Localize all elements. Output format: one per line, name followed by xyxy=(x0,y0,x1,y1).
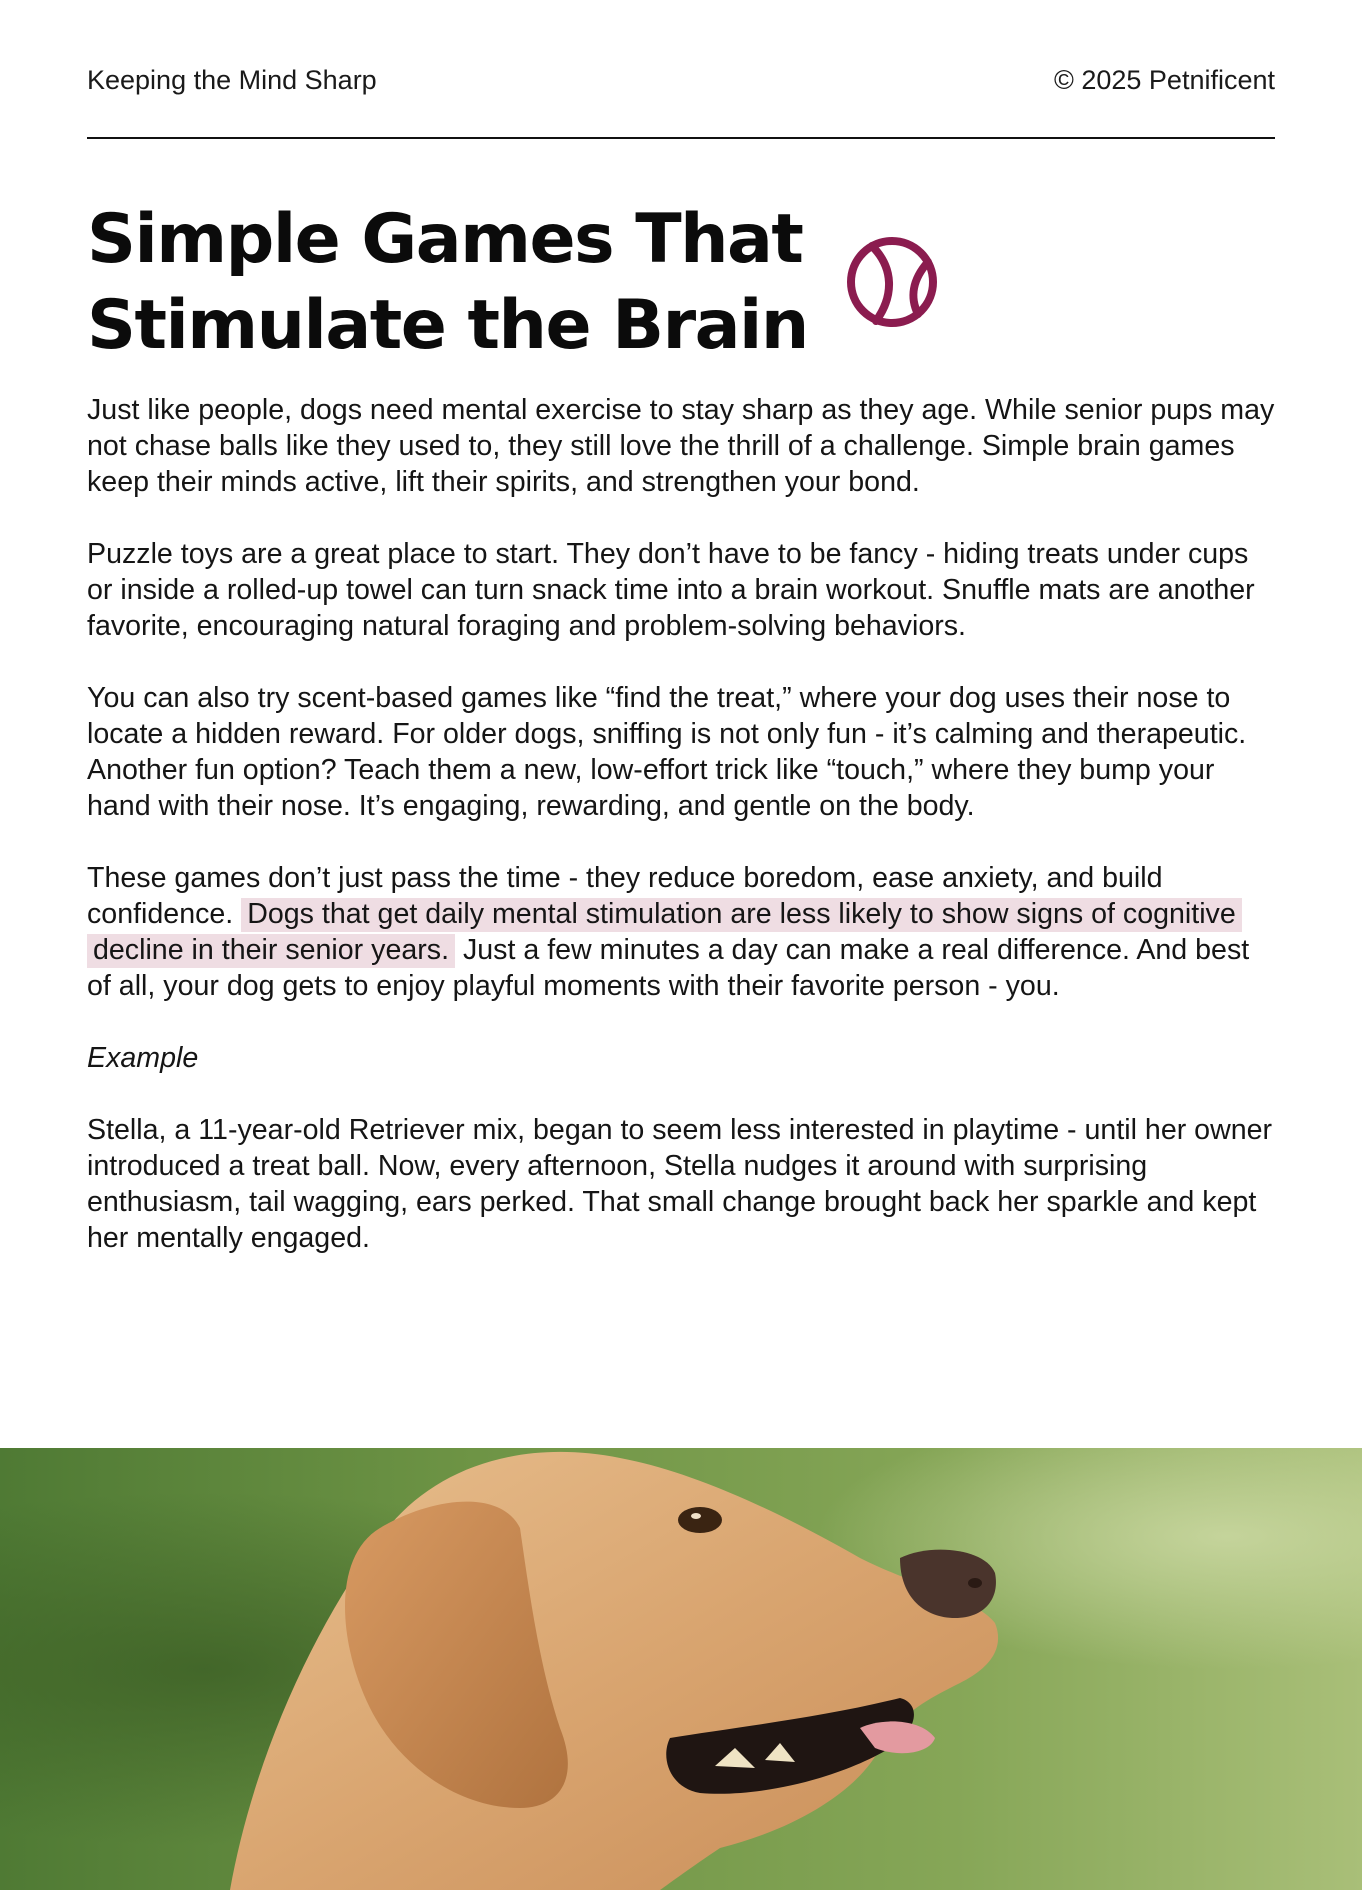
paragraph-intro: Just like people, dogs need mental exercise to stay sharp as they age. While senior pups may not chase balls like they used to, they still love the thrill of a challenge. Simple brain games keep their minds active, lift their spirits, and strengthen your bond. xyxy=(87,394,1275,498)
title-line-2: Stimulate the Brain xyxy=(87,286,808,365)
tennis-ball-icon xyxy=(842,232,942,332)
paragraph-puzzle-toys: Puzzle toys are a great place to start. They don’t have to be fancy - hiding treats under cups or inside a rolled-up towel can turn snack time into a brain workout. Snuffle mats are another favorite, encouraging natural foraging and problem-solving behaviors. xyxy=(87,538,1255,642)
paragraph-benefits xyxy=(87,860,1277,1004)
paragraph-example: Stella, a 11-year-old Retriever mix, began to seem less interested in playtime - until her owner introduced a treat ball. Now, every afternoon, Stella nudges it around with surprising enthusiasm, tail wagging, ears perked. That small change brought back her sparkle and kept her mentally engaged. xyxy=(87,1114,1273,1254)
page-header xyxy=(87,62,1275,98)
highlighted-quote: Dogs that get daily mental stimulation are less likely to show signs of cognitive decline in their senior years. xyxy=(87,898,1242,968)
paragraph-scent-games: You can also try scent-based games like “find the treat,” where your dog uses their nose to locate a hidden reward. For older dogs, sniffing is not only fun - it’s calming and therapeutic. Another fun option? Teach them a new, low-effort trick like “touch,” where they bump your hand with their nose. It’s engaging, rewarding, and gentle on the body. xyxy=(87,682,1247,822)
copyright-notice: © 2025 Petnificent xyxy=(1053,64,1275,95)
page-title xyxy=(87,197,847,369)
title-line-1: Simple Games That xyxy=(87,200,803,279)
article-body xyxy=(87,392,1277,1292)
golden-retriever-photo xyxy=(0,1448,1362,1890)
section-label: Keeping the Mind Sharp xyxy=(87,64,377,95)
example-label: Example xyxy=(87,1042,199,1074)
header-divider xyxy=(87,137,1275,139)
benefits-text-end: Just a few minutes a day can make a real difference. And best of all, your dog gets to enjoy playful moments with their favorite person - you. xyxy=(87,934,1250,1002)
benefits-text-start: These games don’t just pass the time - they reduce boredom, ease anxiety, and build confidence. xyxy=(87,862,1163,930)
